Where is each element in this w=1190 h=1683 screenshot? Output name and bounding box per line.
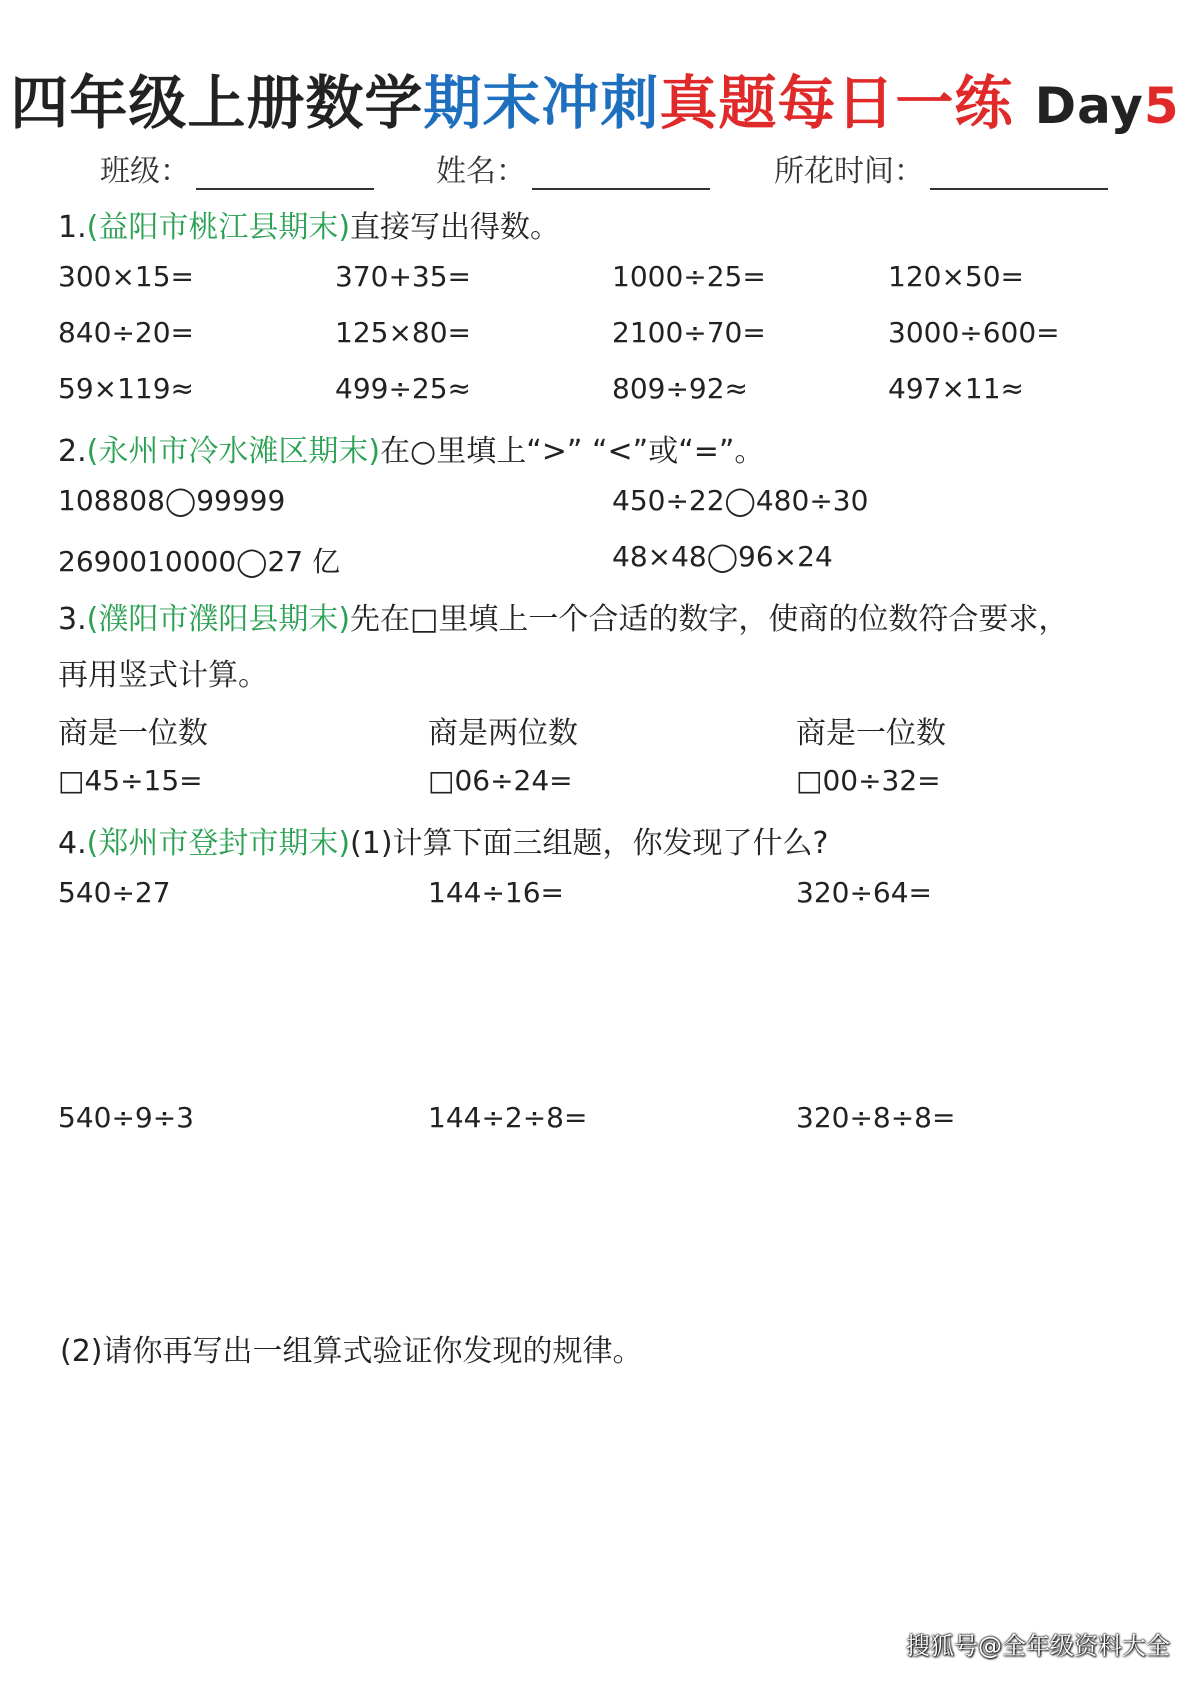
q1-item: 2100÷70= — [612, 316, 766, 349]
name-field — [436, 146, 710, 190]
q1-item: 59×119≈ — [58, 372, 194, 405]
class-field — [100, 146, 374, 190]
time-field — [774, 146, 1108, 190]
q3-expression: □06÷24= — [428, 764, 573, 797]
q1-item: 300×15= — [58, 260, 194, 293]
time-blank[interactable] — [930, 164, 1108, 190]
question-1-heading — [58, 202, 560, 246]
q4-expression: 540÷27 — [58, 876, 171, 909]
q3-expression: □00÷32= — [796, 764, 941, 797]
question-2-heading — [58, 426, 764, 470]
q4-expression: 144÷16= — [428, 876, 564, 909]
q2-source: (永州市冷水滩区期末) — [86, 434, 381, 469]
q3-label: 商是一位数 — [58, 716, 208, 751]
q3-text: 先在□里填上一个合适的数字，使商的位数符合要求， — [350, 602, 1069, 637]
q3-label: 商是一位数 — [796, 716, 946, 751]
name-label: 姓名： — [436, 154, 526, 189]
q2-item: 108808◯99999 — [58, 484, 286, 517]
q1-source: (益阳市桃江县期末) — [86, 210, 351, 245]
q1-item: 1000÷25= — [612, 260, 766, 293]
q4-expression: 144÷2÷8= — [428, 1101, 588, 1134]
title-day-number: 5 — [1143, 77, 1180, 135]
q4-expression: 320÷64= — [796, 876, 932, 909]
q3-number: 3. — [58, 602, 87, 637]
q1-item: 120×50= — [888, 260, 1024, 293]
page-title — [0, 56, 1190, 140]
q2-number: 2. — [58, 434, 87, 469]
q1-item: 499÷25≈ — [335, 372, 471, 405]
time-label: 所花时间： — [774, 154, 924, 189]
q4-text: (1)计算下面三组题，你发现了什么? — [350, 826, 829, 861]
q4-source: (郑州市登封市期末) — [86, 826, 351, 861]
class-blank[interactable] — [196, 164, 374, 190]
q1-item: 3000÷600= — [888, 316, 1060, 349]
q2-item: 450÷22◯480÷30 — [612, 484, 869, 517]
q4-number: 4. — [58, 826, 87, 861]
q1-item: 840÷20= — [58, 316, 194, 349]
q3-text-line-2: 再用竖式计算。 — [58, 658, 268, 693]
q1-text: 直接写出得数。 — [350, 210, 561, 245]
title-part-1: 四年级上册数学 — [10, 69, 424, 137]
class-label: 班级： — [100, 154, 190, 189]
title-day: Day — [1034, 77, 1144, 135]
q4-expression: 540÷9÷3 — [58, 1101, 194, 1134]
q1-item: 809÷92≈ — [612, 372, 748, 405]
q4-expression: 320÷8÷8= — [796, 1101, 956, 1134]
q3-source: (濮阳市濮阳县期末) — [86, 602, 351, 637]
watermark: 搜狐号@全年级资料大全 — [906, 1632, 1170, 1660]
q3-label: 商是两位数 — [428, 716, 578, 751]
q1-number: 1. — [58, 210, 87, 245]
q2-text: 在○里填上“>” “<”或“=”。 — [380, 434, 765, 469]
q2-item: 48×48◯96×24 — [612, 540, 833, 573]
q1-item: 125×80= — [335, 316, 471, 349]
name-blank[interactable] — [532, 164, 710, 190]
title-part-3: 真题每日一练 — [659, 69, 1014, 137]
q1-item: 497×11≈ — [888, 372, 1024, 405]
q4-part-2: (2)请你再写出一组算式验证你发现的规律。 — [60, 1334, 643, 1369]
question-3-heading — [58, 594, 1068, 638]
title-part-2: 期末冲刺 — [423, 69, 660, 137]
question-4-heading — [58, 818, 828, 862]
q2-item: 2690010000◯27 亿 — [58, 545, 341, 578]
q3-expression: □45÷15= — [58, 764, 203, 797]
q1-item: 370+35= — [335, 260, 471, 293]
